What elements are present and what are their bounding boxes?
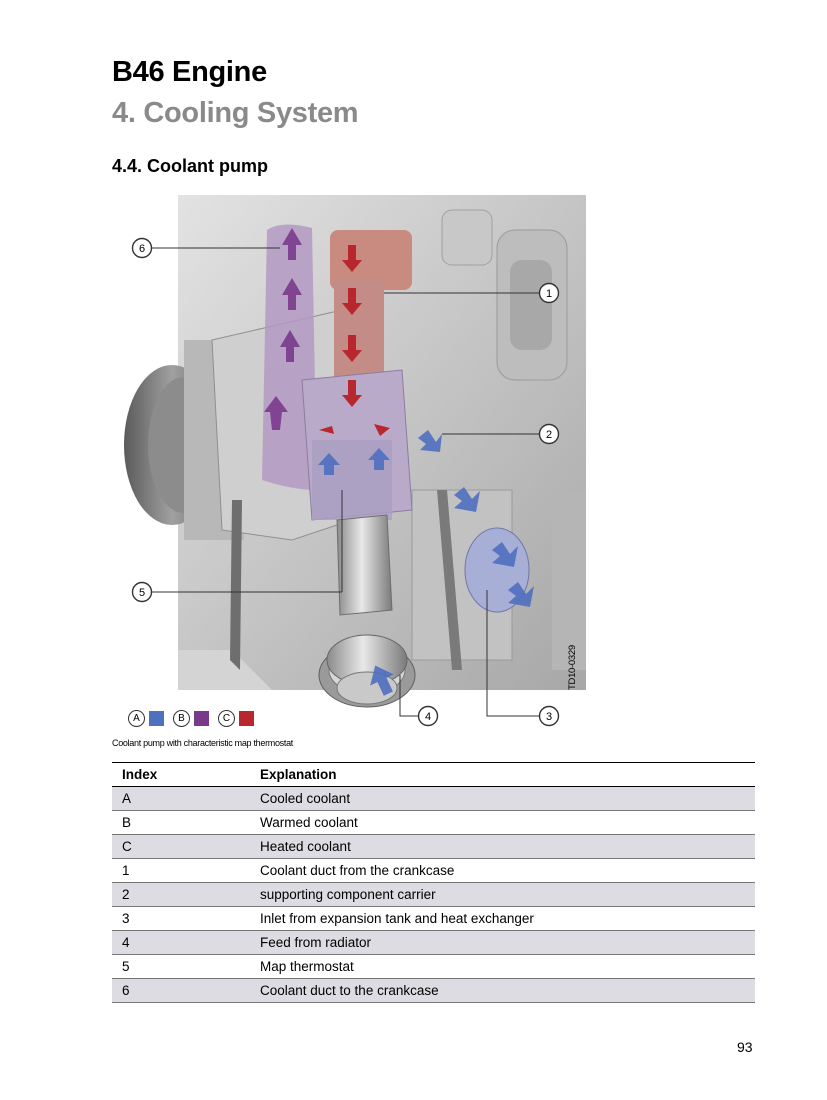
section-title: 4.4. Coolant pump (112, 156, 269, 176)
callout-4 (419, 707, 438, 726)
table-row (112, 931, 755, 955)
legend-swatch-red (239, 711, 254, 726)
legend-letter: C (218, 710, 235, 727)
explanation-cell: Coolant duct to the crankcase (250, 979, 755, 1003)
explanation-cell: Feed from radiator (250, 931, 755, 955)
page-number: 93 (737, 1039, 753, 1055)
explanation-cell: Map thermostat (250, 955, 755, 979)
svg-text:2: 2 (545, 429, 553, 441)
legend-swatch-blue (149, 711, 164, 726)
table-row (112, 883, 755, 907)
table-row (112, 859, 755, 883)
callout-1 (540, 284, 559, 303)
column-header-index: Index (112, 763, 250, 787)
coolant-pump-illustration (112, 190, 592, 740)
legend-item-a (128, 710, 164, 727)
table-row (112, 835, 755, 859)
index-cell: C (112, 835, 250, 859)
figure-caption: Coolant pump with characteristic map thermostat (112, 738, 293, 748)
explanation-cell: Inlet from expansion tank and heat exchanger (250, 907, 755, 931)
index-cell: 6 (112, 979, 250, 1003)
index-table (112, 762, 755, 1003)
document-title: B46 Engine (112, 56, 267, 88)
svg-text:1: 1 (545, 288, 553, 300)
table-row (112, 811, 755, 835)
coolant-pump-figure (112, 190, 592, 740)
explanation-cell: Cooled coolant (250, 787, 755, 811)
column-header-explanation: Explanation (250, 763, 755, 787)
explanation-cell: Coolant duct from the crankcase (250, 859, 755, 883)
index-cell: 2 (112, 883, 250, 907)
figure-reference-id: TD10-0329 (567, 645, 578, 690)
chapter-title: 4. Cooling System (112, 97, 359, 129)
index-cell: 1 (112, 859, 250, 883)
legend-item-c (218, 710, 254, 727)
table-row (112, 787, 755, 811)
index-cell: A (112, 787, 250, 811)
svg-text:5: 5 (138, 587, 146, 599)
table-row (112, 979, 755, 1003)
table-row (112, 907, 755, 931)
legend-letter: A (128, 710, 145, 727)
explanation-cell: Warmed coolant (250, 811, 755, 835)
callout-3 (540, 707, 559, 726)
explanation-cell: supporting component carrier (250, 883, 755, 907)
color-legend (128, 707, 263, 729)
legend-item-b (173, 710, 209, 727)
callout-2 (540, 425, 559, 444)
table-header-row (112, 763, 755, 787)
index-cell: 5 (112, 955, 250, 979)
explanation-cell: Heated coolant (250, 835, 755, 859)
table-row (112, 955, 755, 979)
index-cell: B (112, 811, 250, 835)
callout-6 (133, 239, 152, 258)
svg-text:4: 4 (424, 711, 432, 723)
svg-text:3: 3 (545, 711, 553, 723)
legend-swatch-purple (194, 711, 209, 726)
callout-5 (133, 583, 152, 602)
legend-letter: B (173, 710, 190, 727)
index-cell: 4 (112, 931, 250, 955)
svg-text:6: 6 (138, 243, 146, 255)
index-cell: 3 (112, 907, 250, 931)
